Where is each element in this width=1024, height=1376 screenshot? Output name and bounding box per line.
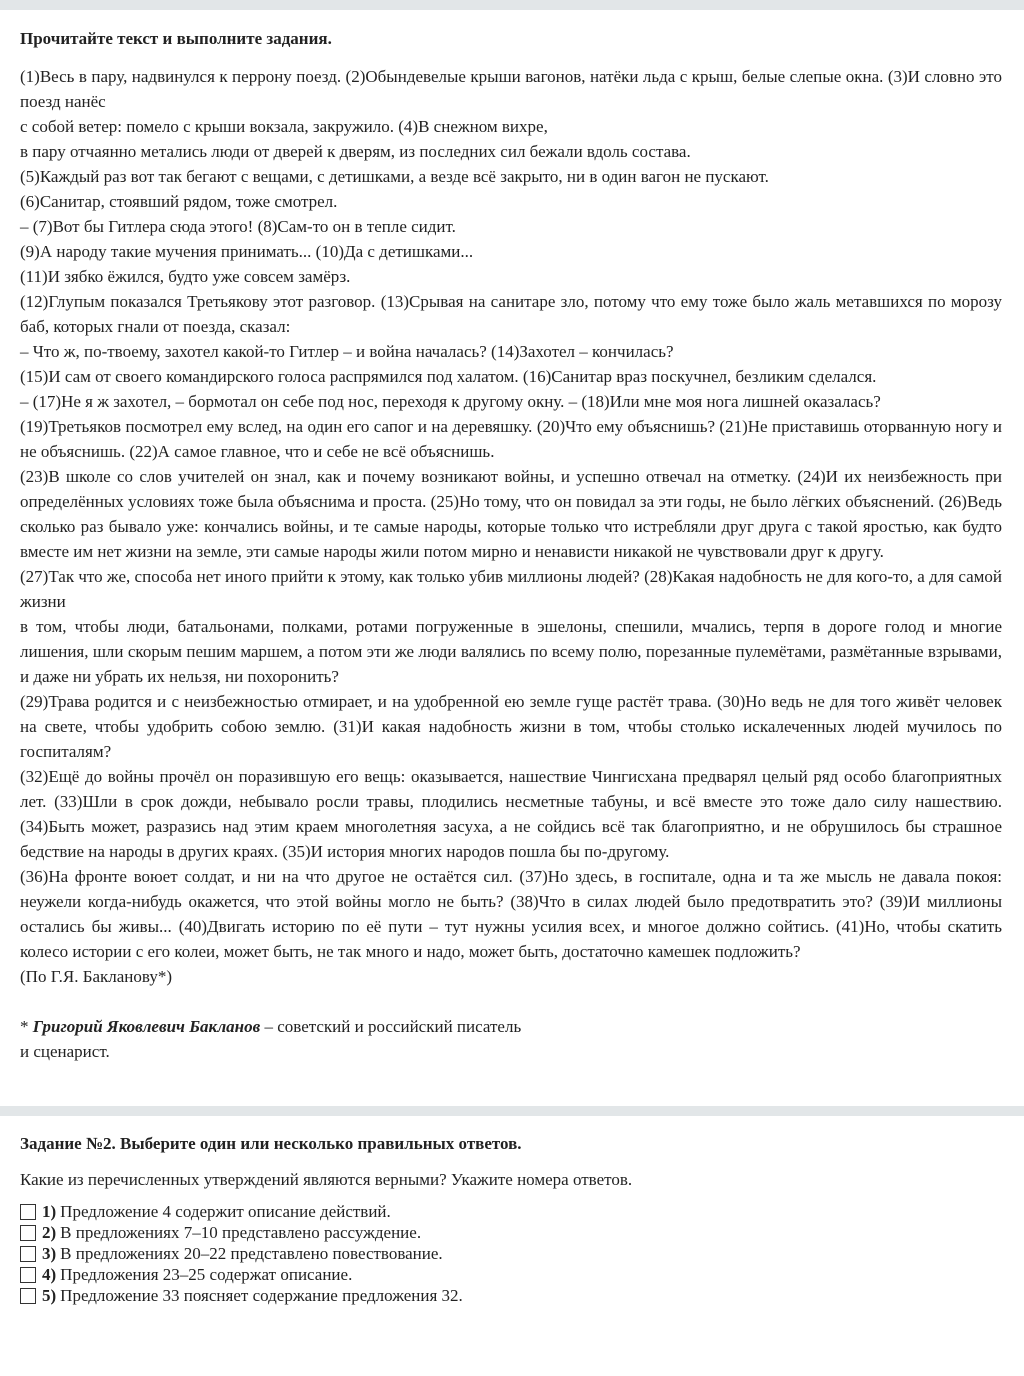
answer-options bbox=[20, 1201, 1002, 1306]
text-paragraph: (1)Весь в пару, надвинулся к перрону поезд. (2)Обындевелые крыши вагонов, натёки льда с крыш, белые слепые окна. (3)И словно это поезд нанёс bbox=[20, 67, 1002, 111]
task-section bbox=[0, 1133, 1024, 1306]
option-text: В предложениях 20–22 представлено повествование. bbox=[60, 1244, 443, 1263]
option-text: Предложения 23–25 содержат описание. bbox=[60, 1265, 353, 1284]
top-divider bbox=[0, 0, 1024, 10]
text-paragraph: (36)На фронте воюет солдат, и ни на что другое не остаётся сил. (37)Но здесь, в госпитале, одна и та же мысль не давала покоя: неужели когда-нибудь окажется, что этой войны могло не быть? (38)Что в силах людей было предотвратить это? (39)И миллионы остались бы живы... (40)Двигать историю по её пути – тут нужны усилия всех, и многое должно сойтись. (41)Но, чтобы скатить колесо истории с его колеи, может быть, не так много и надо, может быть, достаточно камешек подложить? bbox=[20, 867, 1002, 961]
text-paragraph: (23)В школе со слов учителей он знал, как и почему возникают войны, и успешно отвечал на отметку. (24)И их неизбежность при определённых условиях тоже была объяснима и проста. (25)Но тому, что он повидал за эти годы, не было лёгких объяснений. (26)Ведь сколько раз бывало уже: кончались войны, и те самые народы, которые только что истребляли друг друга с такой яростью, как будто вместе им нет жизни на земле, эти самые народы жили потом мирно и ненависти никакой не чувствовали друг к другу. bbox=[20, 467, 1002, 561]
task-question: Какие из перечисленных утверждений являются верными? Укажите номера ответов. bbox=[20, 1170, 633, 1189]
answer-option[interactable] bbox=[20, 1222, 1002, 1243]
option-number: 5) bbox=[42, 1286, 57, 1305]
answer-option[interactable] bbox=[20, 1243, 1002, 1264]
answer-checkbox[interactable] bbox=[20, 1267, 36, 1283]
text-paragraph: (5)Каждый раз вот так бегают с вещами, с детишками, а везде всё закрыто, ни в один вагон не пускают. bbox=[20, 167, 769, 186]
text-paragraph: – (7)Вот бы Гитлера сюда этого! (8)Сам-то он в тепле сидит. bbox=[20, 217, 456, 236]
answer-checkbox[interactable] bbox=[20, 1288, 36, 1304]
text-paragraph: – Что ж, по-твоему, захотел какой-то Гитлер – и война началась? (14)Захотел – кончилась? bbox=[20, 342, 674, 361]
text-paragraph: (11)И зябко ёжился, будто уже совсем замёрз. bbox=[20, 267, 351, 286]
text-paragraph: (32)Ещё до войны прочёл он поразившую его вещь: оказывается, нашествие Чингисхана предварял целый ряд особо благоприятных лет. (33)Шли в срок дожди, небывало росли травы, плодились несметные табуны, и всё вместе это тоже дало силу нашествию. (34)Быть может, разразись над этим краем многолетняя засуха, а не сойдись всё так благоприятно, и не обрушилось бы страшное бедствие на народы в других краях. (35)И история многих народов пошла бы по-другому. bbox=[20, 767, 1002, 861]
option-text: В предложениях 7–10 представлено рассуждение. bbox=[60, 1223, 422, 1242]
text-paragraph: (12)Глупым показался Третьякову этот разговор. (13)Срывая на санитаре зло, потому что ему тоже было жаль метавшихся по морозу баб, которых гнали от поезда, сказал: bbox=[20, 292, 1002, 336]
reading-section bbox=[0, 28, 1024, 1064]
answer-checkbox[interactable] bbox=[20, 1225, 36, 1241]
text-paragraph: (9)А народу такие мучения принимать... (10)Да с детишками... bbox=[20, 242, 474, 261]
section-divider bbox=[0, 1106, 1024, 1116]
footnote bbox=[20, 1014, 1002, 1064]
footnote-author: Григорий Яковлевич Бакланов bbox=[32, 1017, 261, 1036]
answer-checkbox[interactable] bbox=[20, 1204, 36, 1220]
text-paragraph: в том, чтобы люди, батальонами, полками, ротами погруженные в эшелоны, спешили, мчались, терпя в дороге голод и многие лишения, шли скорым пешим маршем, а потом эти же люди валялись по всему полю, порезанные пулемётами, размётанные взрывами, и даже ни убрать их нельзя, ни похоронить? bbox=[20, 617, 1002, 686]
text-paragraph: (19)Третьяков посмотрел ему вслед, на один его сапог и на деревяшку. (20)Что ему объяснишь? (21)Не приставишь оторванную ногу и не объяснишь. (22)А самое главное, что и себе не всё объяснишь. bbox=[20, 417, 1002, 461]
text-paragraph: с собой ветер: помело с крыши вокзала, закружило. (4)В снежном вихре, bbox=[20, 117, 548, 136]
option-number: 4) bbox=[42, 1265, 57, 1284]
footnote-text: – советский и российский писатель bbox=[260, 1017, 522, 1036]
option-number: 3) bbox=[42, 1244, 57, 1263]
text-paragraph: (По Г.Я. Бакланову*) bbox=[20, 967, 172, 986]
answer-option[interactable] bbox=[20, 1285, 1002, 1306]
text-paragraph: (6)Санитар, стоявший рядом, тоже смотрел. bbox=[20, 192, 338, 211]
task-title: Задание №2. Выберите один или несколько правильных ответов. bbox=[20, 1134, 522, 1153]
answer-option[interactable] bbox=[20, 1264, 1002, 1285]
reading-text bbox=[20, 64, 1002, 989]
option-number: 1) bbox=[42, 1202, 57, 1221]
footnote-text-cont: и сценарист. bbox=[20, 1042, 110, 1061]
option-text: Предложение 4 содержит описание действий. bbox=[60, 1202, 391, 1221]
text-paragraph: (29)Трава родится и с неизбежностью отмирает, и на удобренной ею земле гуще растёт трава. (30)Но ведь не для того живёт человек на свете, чтобы удобрить собою землю. (31)И какая надобность жизни в том, чтобы столько искалеченных людей мучилось по госпиталям? bbox=[20, 692, 1002, 761]
answer-checkbox[interactable] bbox=[20, 1246, 36, 1262]
section-title: Прочитайте текст и выполните задания. bbox=[20, 29, 332, 48]
option-text: Предложение 33 поясняет содержание предложения 32. bbox=[60, 1286, 463, 1305]
option-number: 2) bbox=[42, 1223, 57, 1242]
text-paragraph: в пару отчаянно метались люди от дверей к дверям, из последних сил бежали вдоль состава. bbox=[20, 142, 691, 161]
answer-option[interactable] bbox=[20, 1201, 1002, 1222]
footnote-mark: * bbox=[20, 1017, 33, 1036]
text-paragraph: (15)И сам от своего командирского голоса распрямился под халатом. (16)Санитар враз поскучнел, безликим сделался. bbox=[20, 367, 877, 386]
text-paragraph: – (17)Не я ж захотел, – бормотал он себе под нос, переходя к другому окну. – (18)Или мне моя нога лишней оказалась? bbox=[20, 392, 881, 411]
text-paragraph: (27)Так что же, способа нет иного прийти к этому, как только убив миллионы людей? (28)Какая надобность не для кого-то, а для самой жизни bbox=[20, 567, 1002, 611]
